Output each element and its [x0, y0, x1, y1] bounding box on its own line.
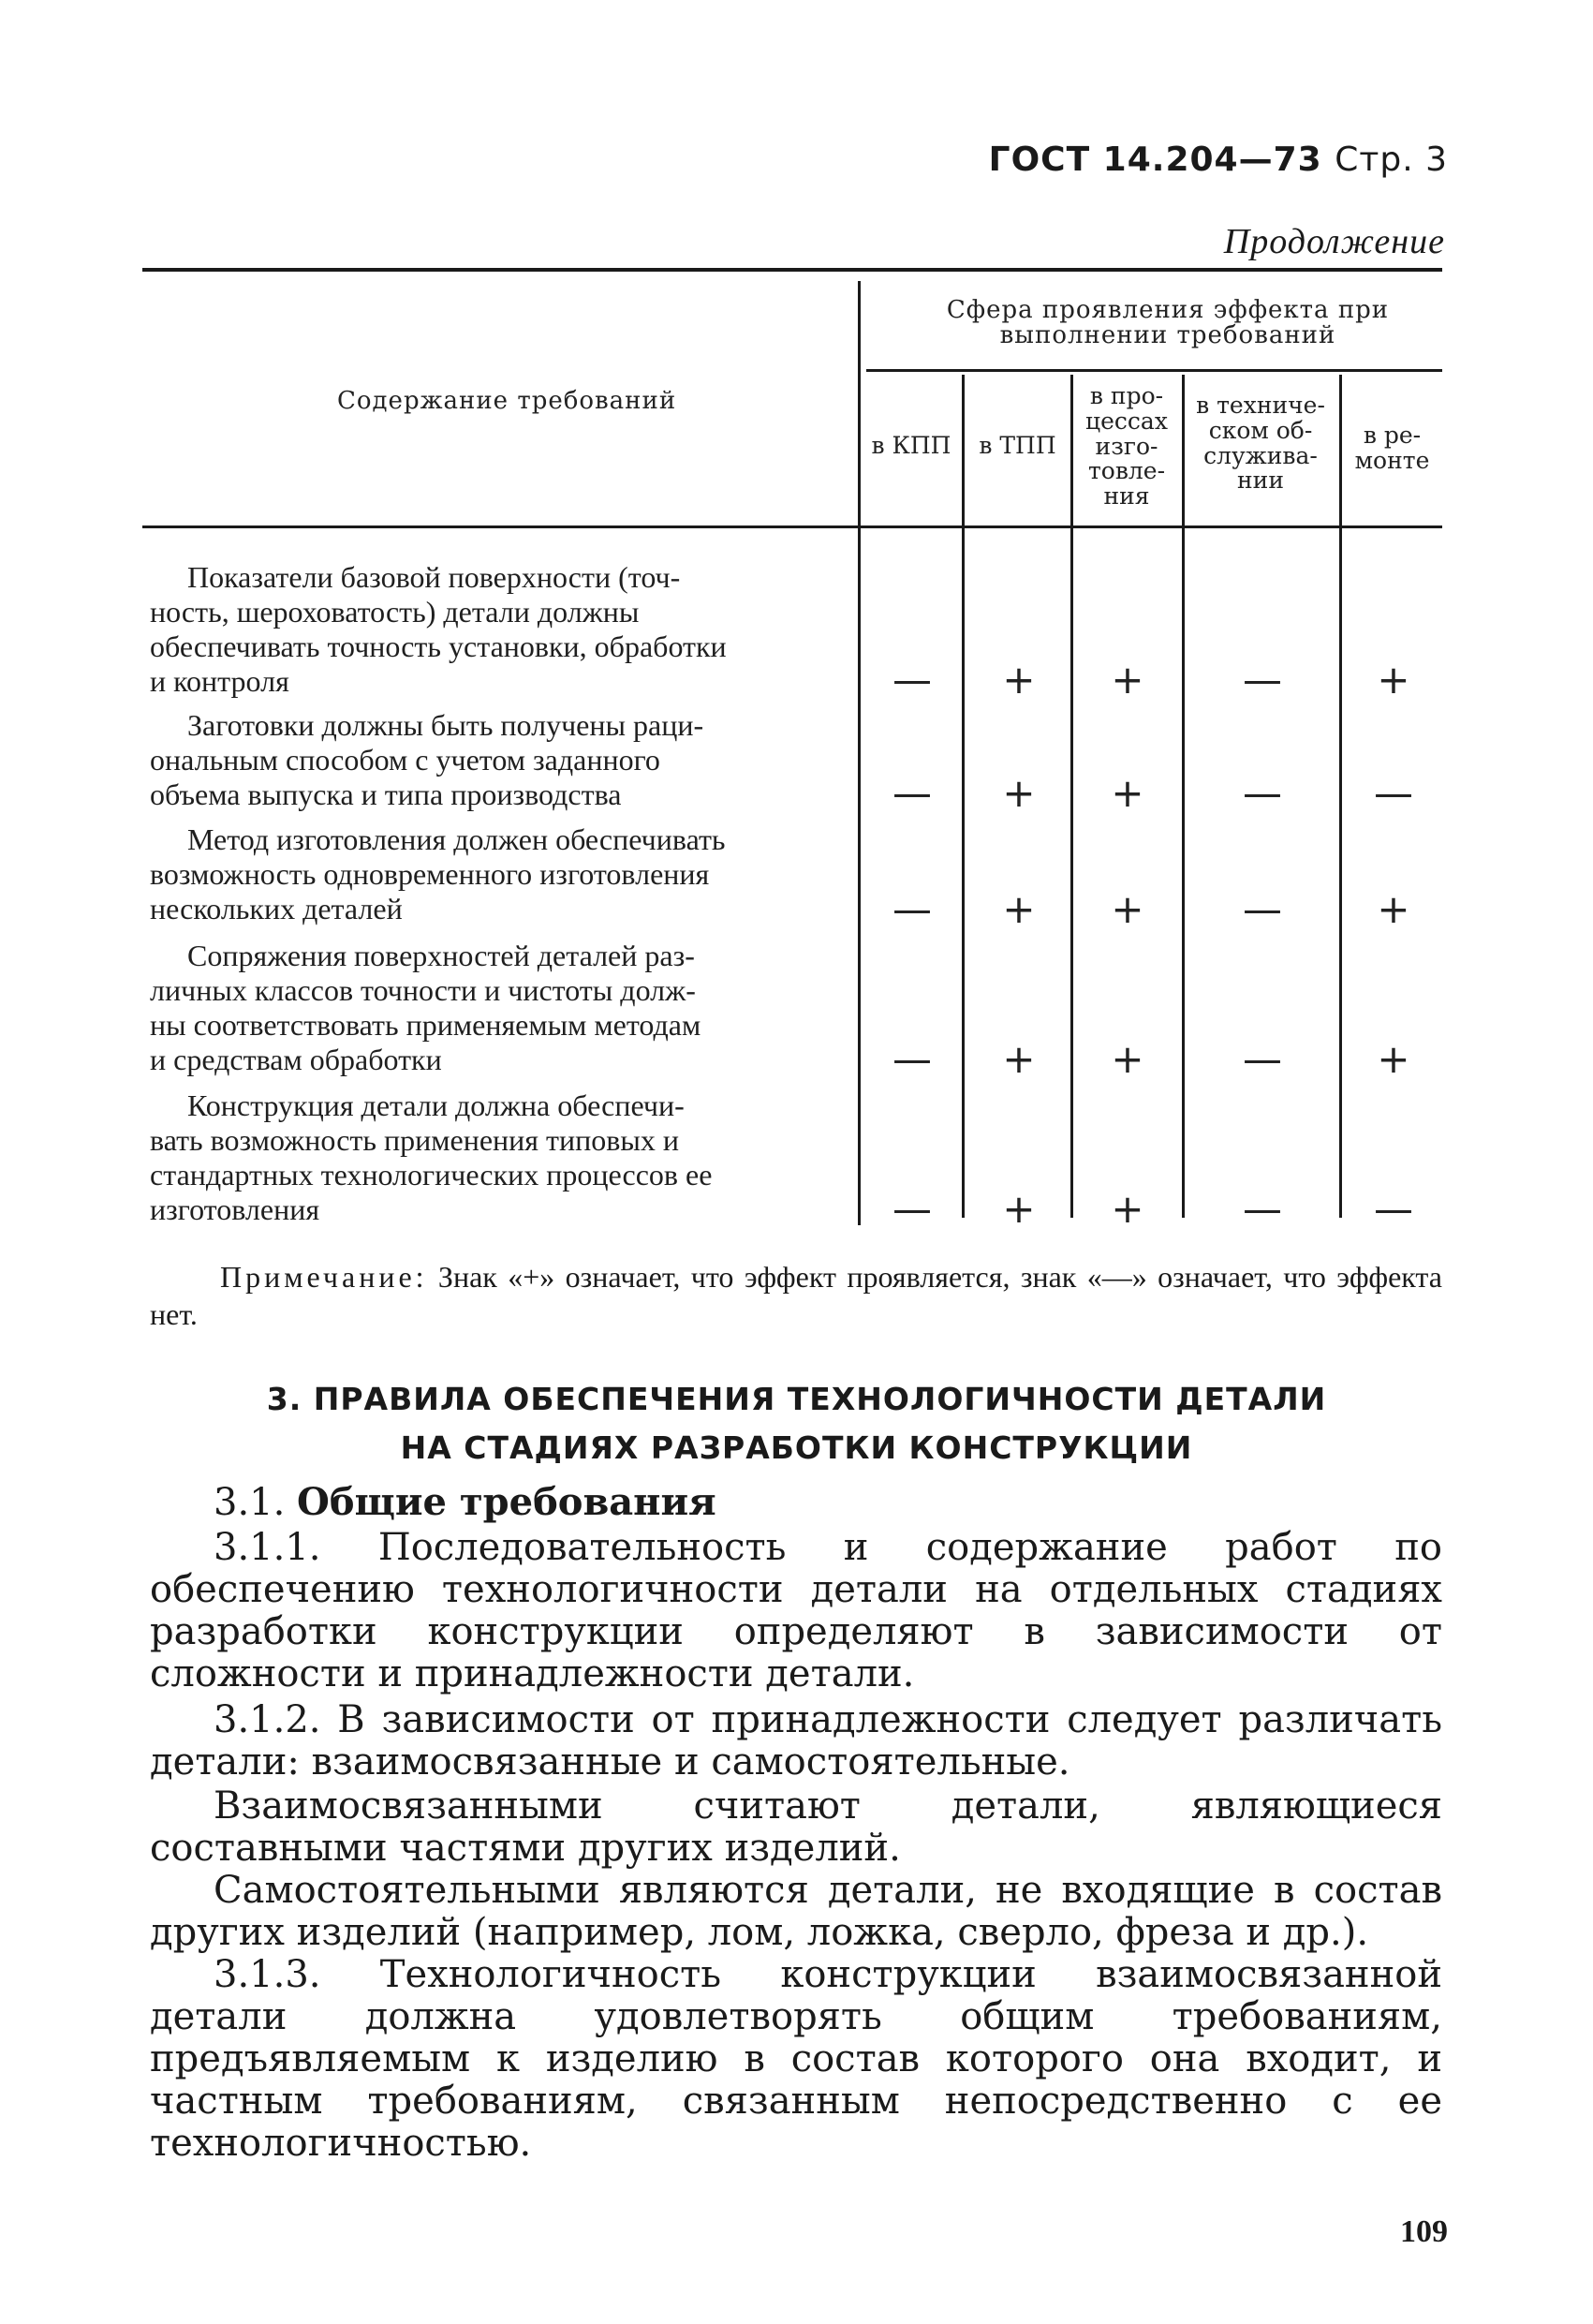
repair-line: в ре- [1363, 422, 1422, 449]
column-header-repair [1342, 423, 1442, 474]
requirement-line: возможность одновременного изготовления [150, 857, 710, 891]
mark-kpp: — [892, 886, 932, 932]
service-line: служива- [1203, 441, 1318, 469]
requirement-line: объема выпуска и типа производства [150, 777, 622, 811]
requirement-line: стандартных технологических процессов ее [150, 1158, 713, 1192]
mark-tpp: + [1002, 657, 1036, 703]
mark-process: + [1111, 1186, 1144, 1232]
requirement-line: ональным способом с учетом заданного [150, 743, 660, 777]
requirement-line: Заготовки должны быть получены раци- [187, 708, 704, 742]
mark-repair: — [1374, 1186, 1413, 1232]
service-line: ском об- [1208, 416, 1313, 444]
mark-tpp: + [1002, 1036, 1036, 1082]
mark-service: — [1243, 1186, 1282, 1232]
section-title-line2: НА СТАДИЯХ РАЗРАБОТКИ КОНСТРУКЦИИ [400, 1429, 1193, 1466]
column-header-sphere-line1: Сфера проявления эффекта при [946, 296, 1390, 324]
column-header-tpp: в ТПП [979, 432, 1056, 459]
requirement-line: вать возможность применения типовых и [150, 1123, 679, 1157]
repair-line: монте [1354, 446, 1430, 474]
running-header [989, 141, 1448, 179]
column-header-sphere-line2: выполнении требований [999, 321, 1336, 350]
note-text: Знак «+» означает, что эффект проявляется, знак «—» означает, что эффекта нет. [150, 1260, 1443, 1331]
mark-repair: + [1377, 1036, 1410, 1082]
table-row-requirement [150, 560, 854, 699]
requirement-line: Конструкция детали должна обеспечи- [187, 1088, 685, 1122]
paragraph-3-1-3: 3.1.3. Технологичность конструкции взаимосвязанной детали должна удовлетворять общим требованиям, предъявляемым к изделию в состав которого она входит, и частным требованиям, связанным непосредственно с ее технологичностью. [150, 1953, 1442, 2165]
mark-service: — [1243, 770, 1282, 816]
mark-tpp: + [1002, 770, 1036, 816]
section-title [0, 1375, 1593, 1473]
requirement-line: и контроля [150, 664, 289, 698]
subsection-number: 3.1. [214, 1481, 286, 1524]
mark-process: + [1111, 770, 1144, 816]
column-header-sphere [901, 298, 1435, 349]
mark-kpp: — [892, 1186, 932, 1232]
column-header-service [1182, 393, 1339, 494]
note-label: Примечание: [220, 1260, 428, 1294]
process-line: товле- [1087, 457, 1166, 485]
paragraph-interrelated: Взаимосвязанными считают детали, являющиеся составными частями других изделий. [150, 1784, 1442, 1870]
page-label: Стр. 3 [1335, 141, 1448, 179]
requirement-line: ны соответствовать применяемым методам [150, 1008, 701, 1042]
service-line: в техниче- [1196, 392, 1325, 419]
process-line: изго- [1095, 432, 1158, 460]
process-line: ния [1103, 482, 1150, 510]
column-header-process [1070, 384, 1183, 510]
continuation-label: Продолжение [1223, 222, 1445, 261]
subsection-heading [214, 1480, 716, 1524]
table-top-rule [142, 268, 1442, 272]
header-bottom-rule [142, 525, 1442, 528]
requirement-line: личных классов точности и чистоты долж- [150, 973, 696, 1007]
mark-repair: + [1377, 886, 1410, 932]
mark-service: — [1243, 886, 1282, 932]
paragraph-3-1-2: 3.1.2. В зависимости от принадлежности следует различать детали: взаимосвязанные и самостоятельные. [150, 1698, 1442, 1784]
mark-kpp: — [892, 770, 932, 816]
mark-tpp: + [1002, 886, 1036, 932]
mark-service: — [1243, 657, 1282, 703]
requirement-line: Сопряжения поверхностей деталей раз- [187, 939, 695, 972]
mark-kpp: — [892, 1036, 932, 1082]
mark-service: — [1243, 1036, 1282, 1082]
service-line: нии [1237, 466, 1284, 495]
paragraph-3-1-1: 3.1.1. Последовательность и содержание работ по обеспечению технологичности детали на отдельных стадиях разработки конструкции определяют в зависимости от сложности и принадлежности детали. [150, 1526, 1442, 1695]
sphere-divider-rule [866, 369, 1442, 372]
table-row-requirement [150, 1088, 854, 1227]
requirement-line: обеспечивать точность установки, обработки [150, 629, 727, 663]
standard-number: ГОСТ 14.204—73 [988, 141, 1322, 179]
table-row-requirement [150, 708, 854, 812]
requirement-line: Метод изготовления должен обеспечивать [187, 822, 726, 856]
requirement-line: ность, шероховатость) детали должны [150, 595, 640, 629]
subsection-title: Общие требования [297, 1480, 716, 1524]
requirement-line: и средствам обработки [150, 1043, 442, 1076]
paragraph-independent: Самостоятельными являются детали, не входящие в состав других изделий (например, лом, ложка, сверло, фреза и др.). [150, 1869, 1442, 1954]
page-number: 109 [1400, 2214, 1448, 2249]
table-row-requirement [150, 822, 854, 926]
column-line-service [1339, 375, 1342, 1218]
column-line-requirements [858, 281, 861, 1225]
requirement-line: Показатели базовой поверхности (точ- [187, 560, 681, 594]
mark-tpp: + [1002, 1186, 1036, 1232]
column-line-kpp [962, 375, 965, 1218]
section-title-line1: 3. ПРАВИЛА ОБЕСПЕЧЕНИЯ ТЕХНОЛОГИЧНОСТИ ДЕТАЛИ [266, 1381, 1327, 1417]
mark-process: + [1111, 1036, 1144, 1082]
requirement-line: нескольких деталей [150, 892, 403, 925]
mark-kpp: — [892, 657, 932, 703]
mark-process: + [1111, 886, 1144, 932]
column-header-kpp: в КПП [871, 432, 951, 459]
requirement-line: изготовления [150, 1192, 320, 1226]
table-row-requirement [150, 939, 854, 1077]
mark-repair: + [1377, 657, 1410, 703]
process-line: в про- [1089, 382, 1164, 409]
table-note [150, 1258, 1442, 1333]
column-header-requirements: Содержание требований [337, 387, 677, 415]
mark-repair: — [1374, 770, 1413, 816]
process-line: цессах [1085, 407, 1168, 435]
mark-process: + [1111, 657, 1144, 703]
